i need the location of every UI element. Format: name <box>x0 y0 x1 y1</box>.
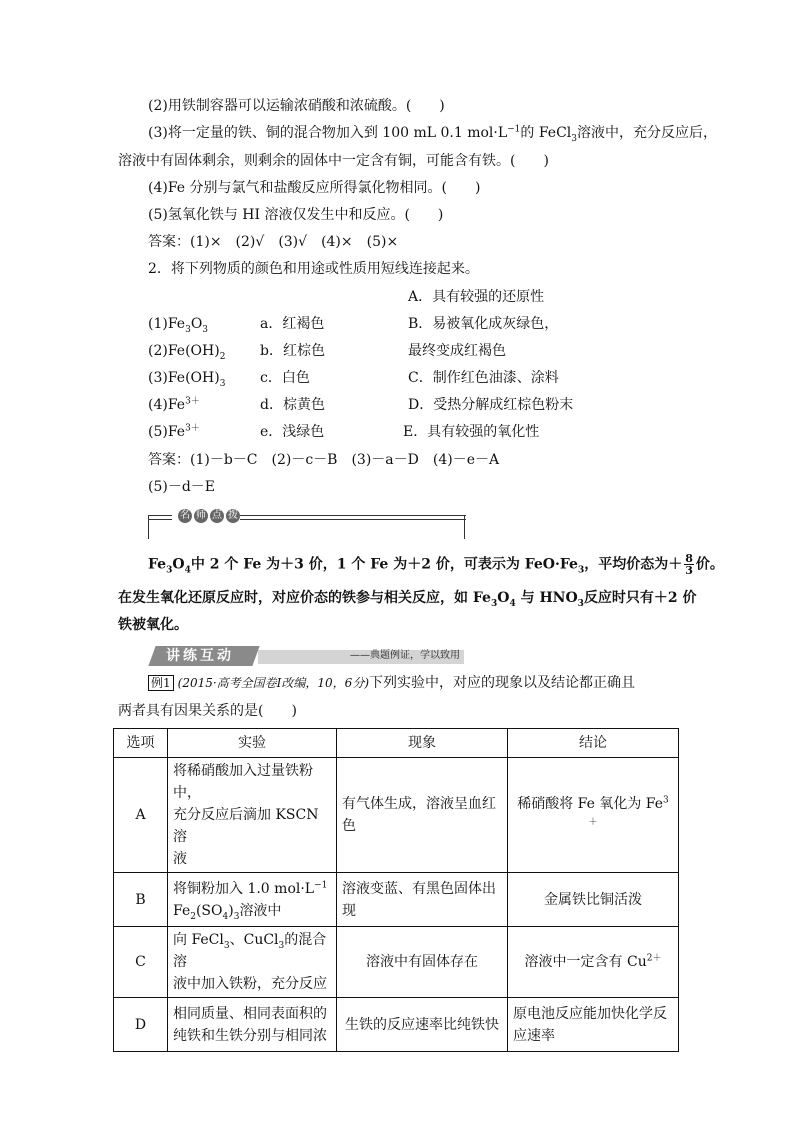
question-5: (5)氢氧化铁与 HI 溶液仅发生中和反应。( ) <box>148 207 444 223</box>
question-2: (2)用铁制容器可以运输浓硝酸和浓硫酸。( ) <box>148 98 445 114</box>
answer-2-line1: 答案：(1)－b－C (2)－c－B (3)－a－D (4)－e－A <box>148 452 500 468</box>
experiment-table <box>113 728 679 1052</box>
example-question-line2: 两者具有因果关系的是( ) <box>118 703 297 719</box>
row-experiment: 相同质量、相同表面积的 纯铁和生铁分别与相同浓 <box>168 998 337 1052</box>
match-left-5: $(5)Fe^{3+}$ <box>148 423 200 440</box>
question-matching-title: 2．将下列物质的颜色和用途或性质用短线连接起来。 <box>148 261 479 277</box>
q3-part-b: 的 FeCl <box>520 125 572 141</box>
row-option: C <box>114 927 168 998</box>
row-phenomenon: 生铁的反应速率比纯铁快 <box>337 998 508 1052</box>
example-label: 例1 <box>148 675 174 691</box>
match-mid-e: e．浅绿色 <box>260 424 325 440</box>
row-experiment: 向 FeCl$_3$、CuCl$_3$的混合溶 液中加入铁粉，充分反应 <box>168 927 337 998</box>
row-conclusion: 金属铁比铜活泼 <box>508 873 679 927</box>
match-mid-d: d．棕黄色 <box>260 397 325 413</box>
match-mid-c: c．白色 <box>260 370 310 386</box>
match-mid-a: a．红褐色 <box>260 316 325 332</box>
match-left-3: $(3)Fe(OH)_3$ <box>148 370 226 389</box>
row-option: D <box>114 998 168 1052</box>
tip-text-line1: $Fe_3O_4$中 2 个 Fe 为＋3 价，1 个 Fe 为＋2 价，可表示为 $FeO\cdot Fe_3$，平均价态为＋ $\frac{8}{3}$ 价。 <box>148 552 724 577</box>
row-option: A <box>114 758 168 873</box>
header-conclusion: 结论 <box>508 729 679 758</box>
match-right-e: E．具有较强的氧化性 <box>403 424 540 440</box>
tip-char: 点 <box>212 510 222 521</box>
example-question-line1 <box>148 673 635 693</box>
table-header-row <box>114 729 679 758</box>
table-row <box>114 758 679 873</box>
section-title: 讲练互动 <box>166 648 234 664</box>
match-left-1: $(1)Fe_3O_3$ <box>148 316 209 335</box>
tip-p1: 中 2 个 Fe 为＋3 价，1 个 Fe 为＋2 价，可表示为 FeO·Fe <box>190 556 578 573</box>
table-row <box>114 998 679 1052</box>
match-right-b: B．易被氧化成灰绿色， <box>408 316 559 332</box>
row-experiment: 将稀硝酸加入过量铁粉中， 充分反应后滴加 KSCN 溶 液 <box>168 758 337 873</box>
section-banner <box>148 646 464 666</box>
match-right-b-cont: 最终变成红褐色 <box>408 343 506 359</box>
header-experiment: 实验 <box>168 729 337 758</box>
row-conclusion: 稀硝酸将 Fe 氧化为 $Fe^{3+}$ <box>508 758 679 873</box>
row-experiment: 将铜粉加入 1.0 $mol\cdot L^{-1}$ $Fe_2(SO_4)_3$溶液中 <box>168 873 337 927</box>
tip-header <box>148 505 466 545</box>
example-source: (2015·高考全国卷Ⅰ改编，10，6分) <box>177 676 370 690</box>
q3-part-c: 溶液中，充分反应后， <box>577 125 718 141</box>
tip-p2: ，平均价态为＋ <box>584 556 683 573</box>
row-phenomenon: 溶液中有固体存在 <box>337 927 508 998</box>
tip-label <box>174 505 244 527</box>
question-4: (4)Fe 分别与氯气和盐酸反应所得氯化物相同。( ) <box>148 180 481 196</box>
question-3: (3)将一定量的铁、铜的混合物加入到 100 mL 0.1 $mol\cdot L^{-1}$的 FeCl$_3$溶液中，充分反应后， <box>148 124 718 144</box>
answer-1: 答案：(1)× (2)√ (3)√ (4)× (5)× <box>148 234 399 250</box>
question-3-line2: 溶液中有固体剩余，则剩余的固体中一定含有铜，可能含有铁。( ) <box>118 153 549 169</box>
tip-p3: 价。 <box>695 556 724 573</box>
tip-fraction: $\frac{8}{3}$ <box>685 552 693 577</box>
row-option: B <box>114 873 168 927</box>
tip-char: 名 <box>180 510 190 521</box>
row-phenomenon: 溶液变蓝、有黑色固体出 现 <box>337 873 508 927</box>
match-right-c: C．制作红色油漆、涂料 <box>408 370 559 386</box>
row-phenomenon: 有气体生成，溶液呈血红 色 <box>337 758 508 873</box>
q3-part-a: (3)将一定量的铁、铜的混合物加入到 100 mL 0.1 mol·L <box>148 125 508 141</box>
table-row <box>114 873 679 927</box>
match-left-2: $(2)Fe(OH)_2$ <box>148 343 226 362</box>
answer-2-line2: (5)－d－E <box>148 479 216 495</box>
tip-char: 师 <box>196 510 206 521</box>
example-question-a: 下列实验中，对应的现象以及结论都正确且 <box>369 675 636 691</box>
header-option: 选项 <box>114 729 168 758</box>
row-conclusion: 原电池反应能加快化学反应速率 <box>508 998 679 1052</box>
tip-char: 拨 <box>228 510 238 521</box>
tip-text-line2: 在发生氧化还原反应时，对应价态的铁参与相关反应，如 $Fe_3O_4$ 与 $HNO_3$反应时只有＋2 价 <box>118 590 697 609</box>
table-row <box>114 927 679 998</box>
match-mid-b: b．红棕色 <box>260 343 325 359</box>
match-right-a: A．具有较强的还原性 <box>408 289 545 305</box>
match-left-4: $(4)Fe^{3+}$ <box>148 396 200 413</box>
row-conclusion: 溶液中一定含有 $Cu^{2+}$ <box>508 927 679 998</box>
match-right-d: D．受热分解成红棕色粉末 <box>408 397 574 413</box>
tip-text-line3: 铁被氧化。 <box>118 617 188 633</box>
header-phenomenon: 现象 <box>337 729 508 758</box>
section-subtitle: ——典题例证，学以致用 <box>350 650 460 661</box>
